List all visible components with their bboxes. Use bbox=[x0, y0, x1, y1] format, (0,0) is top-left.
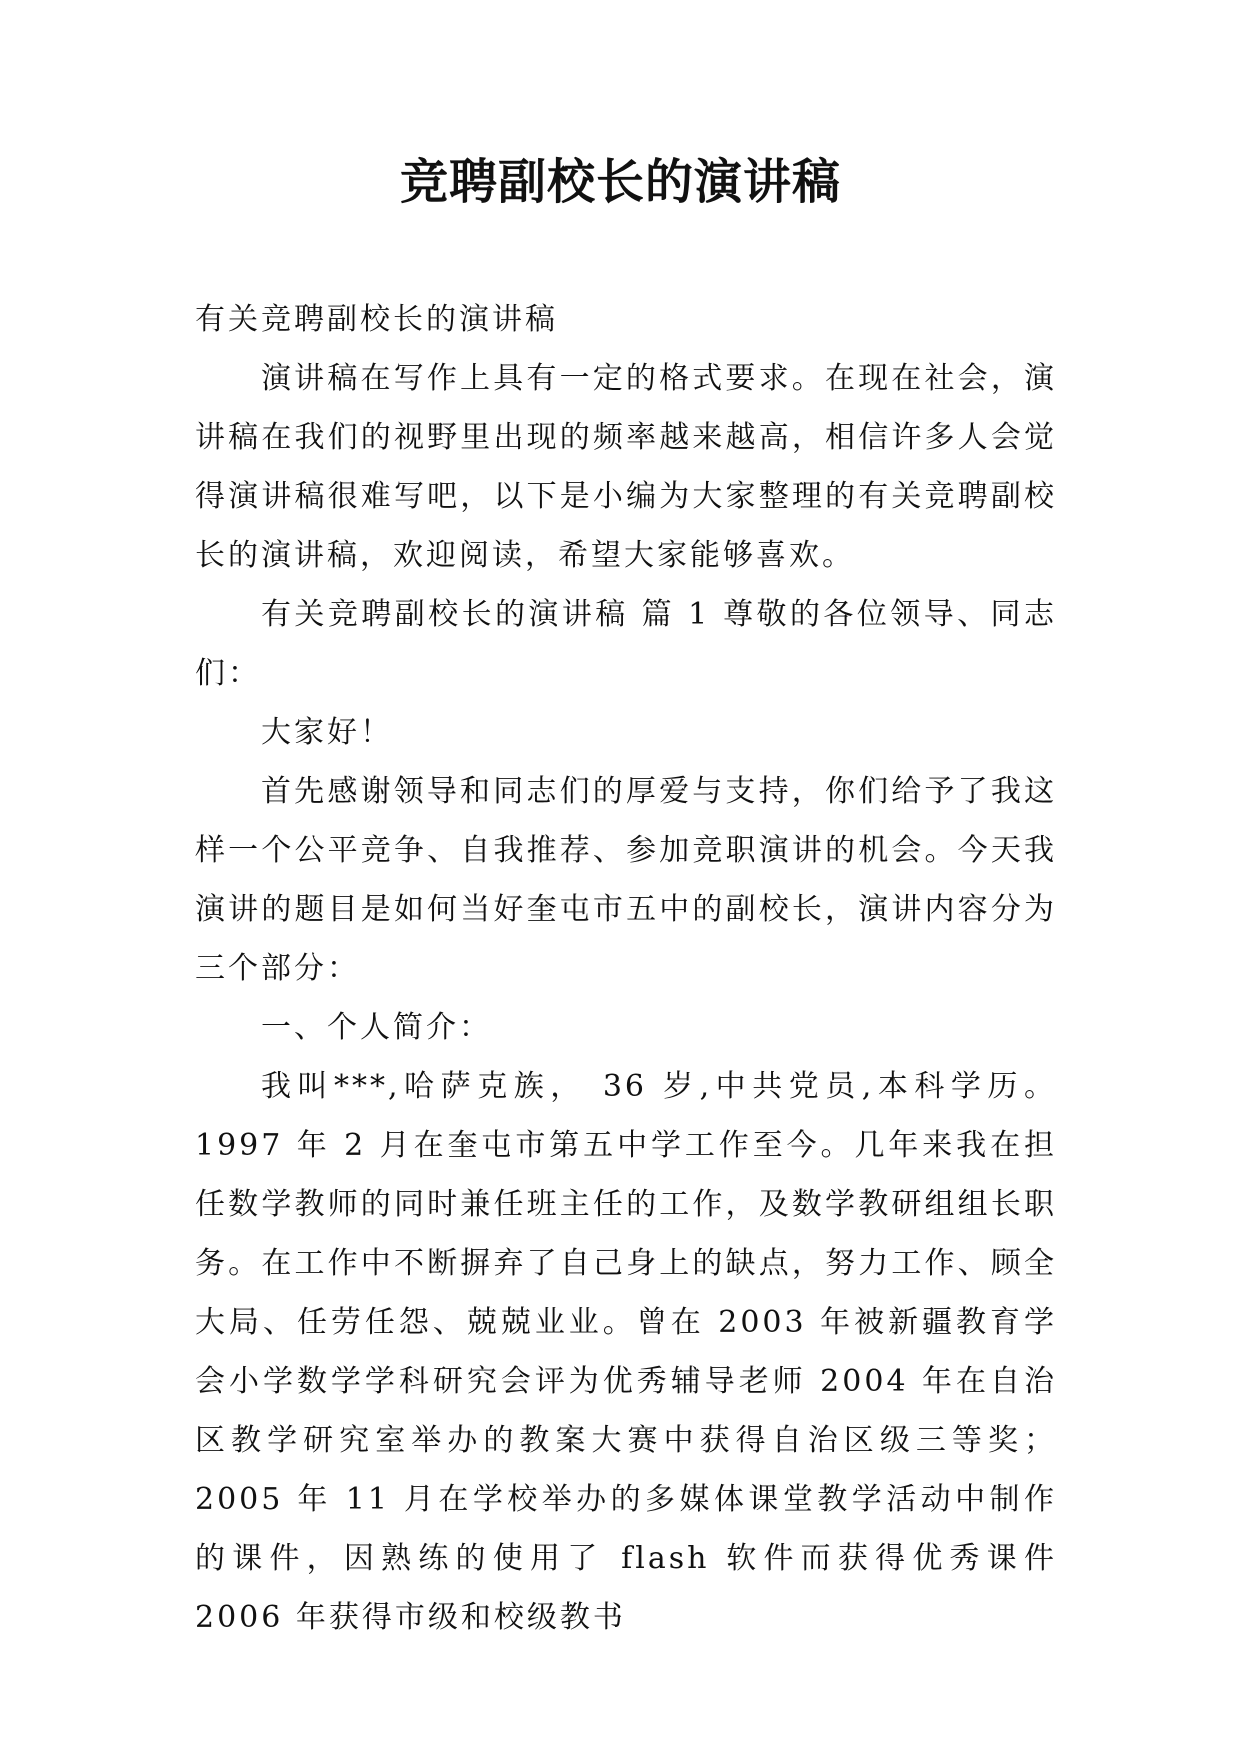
paragraph-greeting-heading: 有关竞聘副校长的演讲稿 篇 1 尊敬的各位领导、同志们： bbox=[195, 597, 1057, 691]
document-body bbox=[195, 290, 1057, 1647]
paragraph-thanks: 首先感谢领导和同志们的厚爱与支持，你们给予了我这样一个公平竞争、自我推荐、参加竞职演讲的机会。今天我演讲的题目是如何当好奎屯市五中的副校长，演讲内容分为三个部分： bbox=[195, 774, 1057, 986]
paragraph-subtitle: 有关竞聘副校长的演讲稿 bbox=[195, 302, 558, 337]
paragraph-intro: 演讲稿在写作上具有一定的格式要求。在现在社会，演讲稿在我们的视野里出现的频率越来越高，相信许多人会觉得演讲稿很难写吧，以下是小编为大家整理的有关竞聘副校长的演讲稿，欢迎阅读，希望大家能够喜欢。 bbox=[195, 361, 1057, 573]
paragraph-hello: 大家好！ bbox=[261, 715, 393, 750]
paragraph-self-introduction: 我叫***,哈萨克族， 36 岁,中共党员,本科学历。1997 年 2 月在奎屯市第五中学工作至今。几年来我在担任数学教师的同时兼任班主任的工作，及数学教研组组长职务。在工作中不断摒弃了自己身上的缺点，努力工作、顾全大局、任劳任怨、兢兢业业。曾在 2003 年被新疆教育学会小学数学学科研究会评为优秀辅导老师 2004 年在自治区教学研究室举办的教案大赛中获得自治区级三等奖；2005 年 11 月在学校举办的多媒体课堂教学活动中制作的课件，因熟练的使用了 flash 软件而获得优秀课件 2006 年获得市级和校级教书 bbox=[195, 1069, 1057, 1635]
paragraph-section-heading: 一、个人简介： bbox=[261, 1010, 492, 1045]
document-title: 竞聘副校长的演讲稿 bbox=[399, 154, 841, 210]
